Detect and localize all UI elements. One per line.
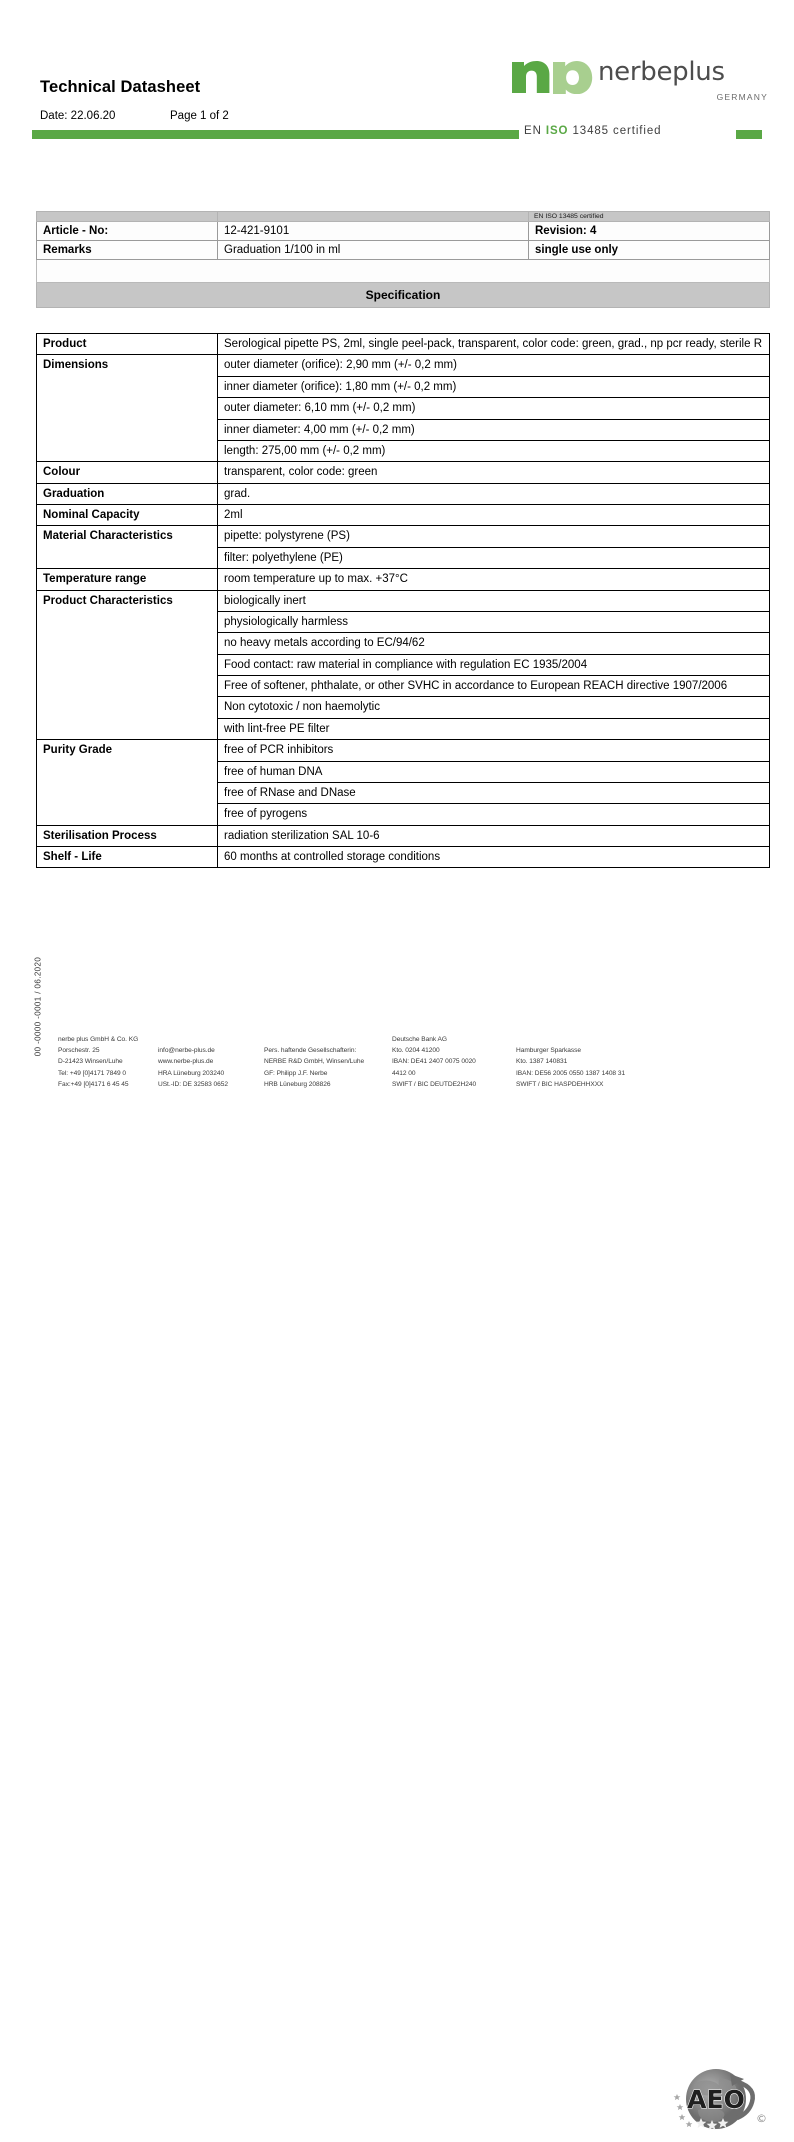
spec-value: 60 months at controlled storage conditions xyxy=(218,847,770,868)
spec-value: with lint-free PE filter xyxy=(218,718,770,739)
spec-key: Sterilisation Process xyxy=(37,825,218,846)
spec-value: room temperature up to max. +37°C xyxy=(218,569,770,590)
table-row xyxy=(37,355,770,376)
table-row xyxy=(37,825,770,846)
revision-value: Revision: 4 xyxy=(529,222,770,241)
logo-word-nerbe: nerbe xyxy=(598,57,673,87)
article-spacer-cell xyxy=(37,260,770,283)
logo-word-plus: plus xyxy=(672,57,725,87)
aeo-copyright-icon: © xyxy=(756,2112,767,2125)
article-table-top-row xyxy=(37,212,770,222)
spec-value: free of PCR inhibitors xyxy=(218,740,770,761)
spec-value: inner diameter: 4,00 mm (+/- 0,2 mm) xyxy=(218,419,770,440)
footer-column-contact xyxy=(158,1034,228,1090)
spec-value: free of RNase and DNase xyxy=(218,782,770,803)
page-header xyxy=(0,0,794,155)
article-table-spacer-row xyxy=(37,260,770,283)
cert-prefix: EN xyxy=(524,125,546,137)
spec-value: filter: polyethylene (PE) xyxy=(218,547,770,568)
footer-line: D-21423 Winsen/Luhe xyxy=(58,1058,123,1066)
spec-value: 2ml xyxy=(218,505,770,526)
table-row xyxy=(37,505,770,526)
footer-line: GF: Philipp J.F. Nerbe xyxy=(264,1069,328,1077)
footer-line: Kto. 1387 140831 xyxy=(516,1058,568,1066)
page-number: Page 1 of 2 xyxy=(170,110,229,122)
spec-value: outer diameter (orifice): 2,90 mm (+/- 0,2 mm) xyxy=(218,355,770,376)
single-use-value: single use only xyxy=(529,241,770,260)
footer-line xyxy=(264,1034,364,1045)
footer-line: IBAN: DE56 2005 0550 1387 1408 31 xyxy=(516,1069,626,1077)
table-row xyxy=(37,740,770,761)
spec-key: Colour xyxy=(37,462,218,483)
footer-line xyxy=(158,1034,228,1045)
footer-line: HRB Lüneburg 208826 xyxy=(264,1080,331,1088)
np-logo-icon xyxy=(510,48,602,94)
footer-line: SWIFT / BIC HASPDEHHXXX xyxy=(516,1080,604,1088)
footer-line: nerbe plus GmbH & Co. KG xyxy=(58,1036,139,1043)
footer-line: info@nerbe-plus.de xyxy=(158,1047,215,1055)
footer-line: www.nerbe-plus.de xyxy=(158,1058,214,1066)
footer-line: HRA Lüneburg 203240 xyxy=(158,1069,225,1077)
footer-line: 4412 00 xyxy=(392,1069,416,1077)
specification-heading: Specification xyxy=(37,283,770,308)
article-no-value: 12-421-9101 xyxy=(218,222,529,241)
spec-value: free of pyrogens xyxy=(218,804,770,825)
footer-line: Fax:+49 [0]4171 6 45 45 xyxy=(58,1080,129,1088)
footer-line: Tel: +49 [0]4171 7849 0 xyxy=(58,1069,126,1077)
logo-wordmark xyxy=(598,57,725,87)
company-logo xyxy=(510,48,770,110)
table-row xyxy=(37,590,770,611)
footer-line xyxy=(516,1034,625,1045)
spec-value: Food contact: raw material in compliance with regulation EC 1935/2004 xyxy=(218,654,770,675)
footer-line: Deutsche Bank AG xyxy=(392,1036,447,1043)
specification-table xyxy=(36,333,770,868)
footer-line: Porschestr. 25 xyxy=(58,1047,100,1055)
spec-key: Temperature range xyxy=(37,569,218,590)
footer-line: Hamburger Sparkasse xyxy=(516,1047,582,1055)
spec-value: inner diameter (orifice): 1,80 mm (+/- 0,2 mm) xyxy=(218,376,770,397)
spec-value: no heavy metals according to EC/94/62 xyxy=(218,633,770,654)
footer-line: SWIFT / BIC DEUTDE2H240 xyxy=(392,1080,477,1088)
spec-value: transparent, color code: green xyxy=(218,462,770,483)
footer-column-bank-sparkasse xyxy=(516,1034,625,1090)
specification-heading-row xyxy=(37,283,770,308)
article-no-label: Article - No: xyxy=(37,222,218,241)
footer-column-company xyxy=(58,1034,138,1090)
table-row xyxy=(37,847,770,868)
certification-text xyxy=(524,125,661,137)
spec-key: Product Characteristics xyxy=(37,590,218,740)
spec-key: Shelf - Life xyxy=(37,847,218,868)
page-footer xyxy=(0,1034,794,2125)
spec-value: length: 275,00 mm (+/- 0,2 mm) xyxy=(218,440,770,461)
spec-key: Graduation xyxy=(37,483,218,504)
table-row xyxy=(37,569,770,590)
spec-value: Serological pipette PS, 2ml, single peel-pack, transparent, color code: green, grad., np pcr ready, sterile R xyxy=(218,334,770,355)
spec-key: Product xyxy=(37,334,218,355)
spec-value: grad. xyxy=(218,483,770,504)
footer-line: USt.-ID: DE 32583 0652 xyxy=(158,1080,229,1088)
aeo-label: AEO xyxy=(687,2085,745,2114)
cert-bar-left-segment xyxy=(32,130,519,139)
table-row xyxy=(37,526,770,547)
logo-country: GERMANY xyxy=(716,92,768,102)
footer-line: NERBE R&D GmbH, Winsen/Luhe xyxy=(264,1058,365,1066)
spec-value: biologically inert xyxy=(218,590,770,611)
remarks-value: Graduation 1/100 in ml xyxy=(218,241,529,260)
footer-column-legal xyxy=(264,1034,364,1090)
table-row xyxy=(37,462,770,483)
spec-value: Non cytotoxic / non haemolytic xyxy=(218,697,770,718)
article-tiny-cert: EN ISO 13485 certified xyxy=(529,212,770,222)
cert-iso: ISO xyxy=(545,125,569,137)
cert-suffix: 13485 certified xyxy=(568,125,662,137)
table-row xyxy=(37,483,770,504)
article-top-cell-2 xyxy=(218,212,529,222)
table-row xyxy=(37,241,770,260)
spec-key: Purity Grade xyxy=(37,740,218,826)
aeo-certification-icon xyxy=(668,2056,772,2142)
remarks-label: Remarks xyxy=(37,241,218,260)
footer-line: Kto. 0204 41200 xyxy=(392,1047,440,1055)
spec-key: Dimensions xyxy=(37,355,218,462)
spec-value: physiologically harmless xyxy=(218,611,770,632)
spec-value: pipette: polystyrene (PS) xyxy=(218,526,770,547)
footer-line: Pers. haftende Gesellschafterin: xyxy=(264,1047,357,1055)
header-meta xyxy=(40,110,229,122)
spec-value: radiation sterilization SAL 10-6 xyxy=(218,825,770,846)
spec-value: Free of softener, phthalate, or other SVHC in accordance to European REACH directive 1907/2006 xyxy=(218,676,770,697)
page-title: Technical Datasheet xyxy=(40,78,201,96)
certification-bar xyxy=(32,125,762,139)
article-top-cell-1 xyxy=(37,212,218,222)
spec-value: outer diameter: 6,10 mm (+/- 0,2 mm) xyxy=(218,398,770,419)
cert-bar-right-segment xyxy=(736,130,762,139)
spec-value: free of human DNA xyxy=(218,761,770,782)
spec-key: Nominal Capacity xyxy=(37,505,218,526)
article-info-table xyxy=(36,211,770,308)
table-row xyxy=(37,222,770,241)
footer-line: IBAN: DE41 2407 0075 0020 xyxy=(392,1058,476,1066)
table-row xyxy=(37,334,770,355)
spec-key: Material Characteristics xyxy=(37,526,218,569)
document-side-code: 00 -0000 -0001 / 06.2020 xyxy=(33,956,43,1057)
document-date: Date: 22.06.20 xyxy=(40,110,116,122)
footer-column-bank-deutsche xyxy=(392,1034,476,1090)
